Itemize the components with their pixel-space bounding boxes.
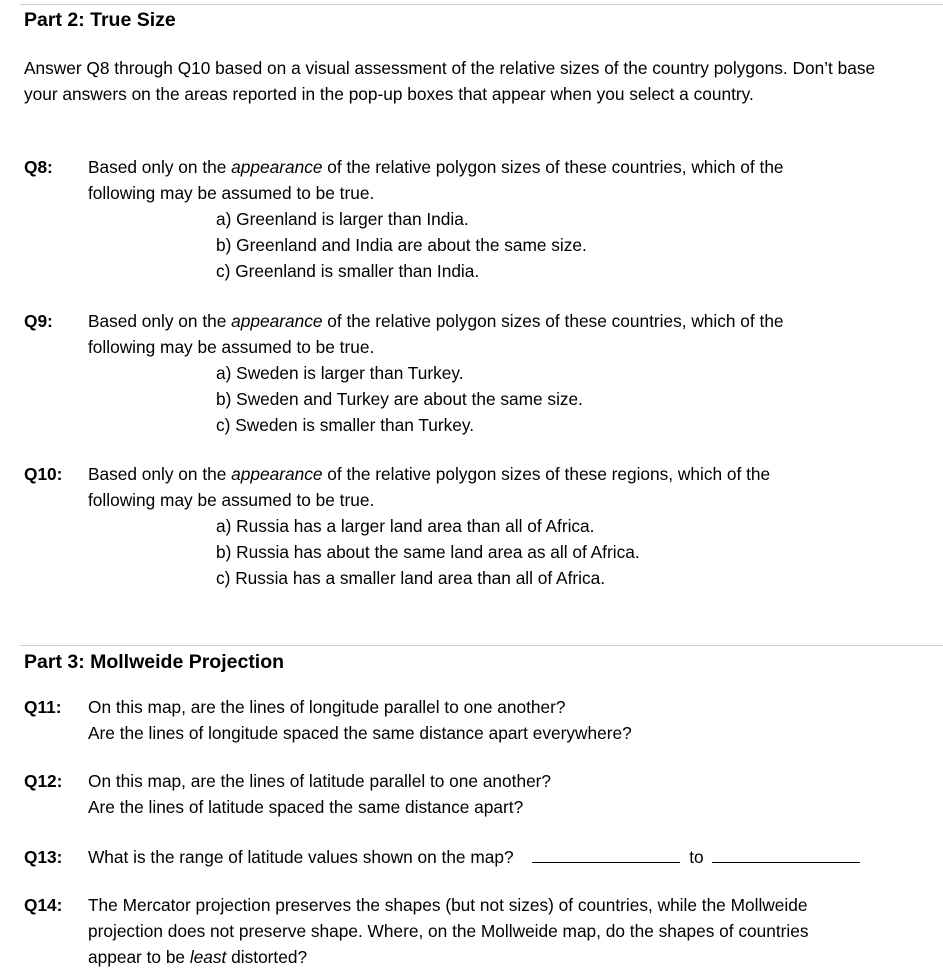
question-line: On this map, are the lines of latitude parallel to one another? <box>88 771 552 791</box>
question-q13 <box>24 844 933 870</box>
option-a: a) Greenland is larger than India. <box>216 209 469 229</box>
option-b: b) Greenland and India are about the same size. <box>216 235 587 255</box>
part2-intro: Answer Q8 through Q10 based on a visual assessment of the relative sizes of the country polygons. Don’t base your answers on the areas reported in the pop-up boxes that appear when you select a country. <box>24 58 876 104</box>
question-number: Q12: <box>24 771 63 791</box>
option-a: a) Russia has a larger land area than all of Africa. <box>216 516 595 536</box>
question-stem: Based only on the appearance of the relative polygon sizes of these regions, which of the <box>88 464 771 484</box>
part2-title: Part 2: True Size <box>24 9 176 31</box>
answer-options <box>216 206 933 284</box>
option-a: a) Sweden is larger than Turkey. <box>216 363 464 383</box>
question-stem: Based only on the appearance of the relative polygon sizes of these countries, which of the <box>88 157 784 177</box>
question-stem-line2: following may be assumed to be true. <box>88 183 375 203</box>
question-line: projection does not preserve shape. Where, on the Mollweide map, do the shapes of countries <box>88 921 809 941</box>
option-b: b) Sweden and Turkey are about the same size. <box>216 389 583 409</box>
question-number: Q9: <box>24 311 53 331</box>
question-line: Are the lines of latitude spaced the same distance apart? <box>88 797 524 817</box>
answer-options <box>216 360 933 438</box>
part3-title: Part 3: Mollweide Projection <box>24 651 285 673</box>
question-number: Q14: <box>24 895 63 915</box>
question-q11 <box>24 694 933 746</box>
question-q8 <box>24 154 933 284</box>
option-c: c) Sweden is smaller than Turkey. <box>216 415 475 435</box>
answer-blank-from[interactable] <box>532 844 680 863</box>
question-number: Q11: <box>24 697 62 717</box>
question-text: What is the range of latitude values shown on the map? <box>88 847 514 867</box>
question-q10 <box>24 461 933 591</box>
question-line <box>88 844 933 870</box>
option-c: c) Greenland is smaller than India. <box>216 261 480 281</box>
question-number: Q8: <box>24 157 53 177</box>
question-stem-line2: following may be assumed to be true. <box>88 337 375 357</box>
question-line: appear to be least distorted? <box>88 947 308 967</box>
answer-options <box>216 513 933 591</box>
range-connector: to <box>689 847 704 867</box>
answer-blank-to[interactable] <box>712 844 860 863</box>
question-line: The Mercator projection preserves the shapes (but not sizes) of countries, while the Mollweide <box>88 895 808 915</box>
question-stem-line2: following may be assumed to be true. <box>88 490 375 510</box>
section-divider <box>20 645 943 646</box>
question-q12 <box>24 768 933 820</box>
option-b: b) Russia has about the same land area as all of Africa. <box>216 542 640 562</box>
top-divider <box>20 4 943 5</box>
question-q14 <box>24 892 933 970</box>
option-c: c) Russia has a smaller land area than all of Africa. <box>216 568 606 588</box>
question-line: On this map, are the lines of longitude parallel to one another? <box>88 697 566 717</box>
question-stem: Based only on the appearance of the relative polygon sizes of these countries, which of the <box>88 311 784 331</box>
question-number: Q13: <box>24 847 63 867</box>
question-line: Are the lines of longitude spaced the same distance apart everywhere? <box>88 723 632 743</box>
question-q9 <box>24 308 933 438</box>
question-number: Q10: <box>24 464 63 484</box>
